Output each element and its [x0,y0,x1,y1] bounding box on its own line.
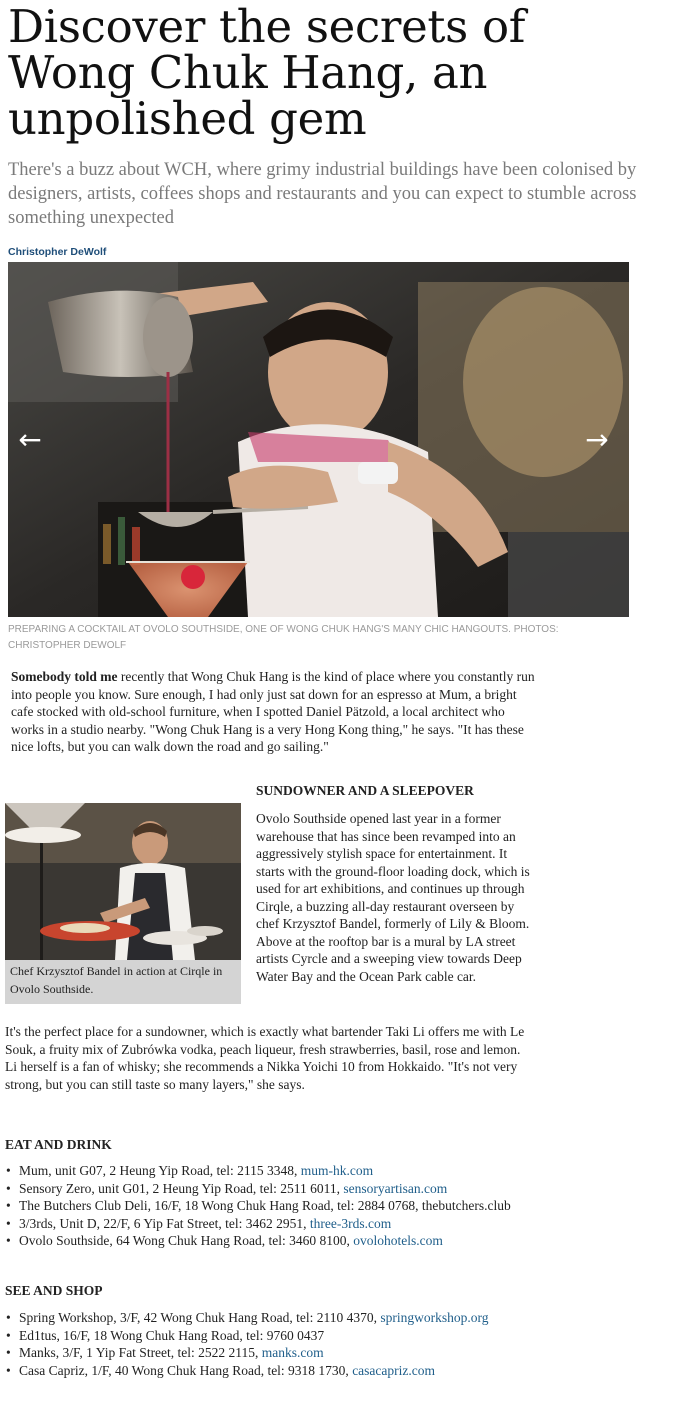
paragraph-intro [11,668,536,756]
list-item-text: Ed1tus, 16/F, 18 Wong Chuk Hang Road, tel: 9760 0437 [19,1327,325,1343]
list-item-link[interactable]: manks.com [261,1345,324,1360]
hero-caption: PREPARING A COCKTAIL AT OVOLO SOUTHSIDE, ONE OF WONG CHUK HANG'S MANY CHIC HANGOUTS. PHOTOS: CHRISTOPHER DEWOLF [8,624,559,651]
section-heading-see-shop: SEE AND SHOP [5,1283,103,1298]
chef-photo [5,803,241,960]
author-byline[interactable]: Christopher DeWolf [8,246,107,258]
list-item [5,1327,525,1345]
gallery-prev-button[interactable] [12,422,48,458]
inset-caption: Chef Krzysztof Bandel in action at Cirqle in Ovolo Southside. [10,964,223,996]
list-item [5,1344,525,1362]
article-title: Discover the secrets of Wong Chuk Hang, an unpolished gem [8,0,526,145]
list-item [5,1362,525,1380]
article-subtitle: There's a buzz about WCH, where grimy industrial buildings have been colonised by designers, artists, coffees shops and restaurants and you can expect to stumble across something unexpected [8,160,637,228]
list-item-link[interactable]: casacapriz.com [352,1362,436,1378]
right-arrow-icon: → [585,423,609,456]
hero-image-gallery [8,262,629,617]
list-item-text: 3/3rds, Unit D, 22/F, 6 Yip Fat Street, tel: 3462 2951, [19,1215,310,1231]
list-item-link[interactable]: three-3rds.com [309,1215,392,1231]
list-item-link[interactable]: ovolohotels.com [353,1233,443,1248]
list-item-link[interactable]: sensoryartisan.com [343,1180,448,1196]
left-arrow-icon: ← [18,423,42,456]
hero-photo [8,262,629,617]
list-item [5,1162,525,1180]
intro-text: recently that Wong Chuk Hang is the kind of place where you constantly run into people you know. Sure enough, I had only just sat down for an espresso at Mum, a bright cafe stocked with old-school furniture, when I spotted Daniel Pätzold, a local architect who works in a studio nearby. "Wong Chuk Hang is a very Hong Kong thing," he says. "It has these nice lofts, but you can walk down the road and go sailing." [11,669,535,754]
list-item-text: Mum, unit G07, 2 Heung Yip Road, tel: 2115 3348, [19,1163,301,1178]
paragraph-sundowner: It's the perfect place for a sundowner, which is exactly what bartender Taki Li offers me with Le Souk, a fruity mix of Zubrówka vodka, peach liqueur, fresh strawberries, basil, rose and lemon. Li herself is a fan of whisky; she recommends a Nikka Yoichi 10 from Hokkaido. "It's not very strong, but you can still taste so many layers," she says. [5,1024,525,1092]
section-heading-eat-drink: EAT AND DRINK [5,1137,112,1152]
section-heading-sundowner: SUNDOWNER AND A SLEEPOVER [256,783,474,798]
see-shop-list [5,1309,525,1379]
list-item-text: Manks, 3/F, 1 Yip Fat Street, tel: 2522 2115, [19,1345,262,1360]
list-item-link[interactable]: springworkshop.org [380,1310,489,1325]
list-item [5,1180,525,1198]
list-item [5,1309,525,1327]
paragraph-ovolo: Ovolo Southside opened last year in a former warehouse that has since been revamped into an aggressively stylish space for entertainment. It starts with the ground-floor loading dock, which is used for art exhibitions, and continues up through Cirqle, a buzzing all-day restaurant overseen by chef Krzysztof Bandel, formerly of Lily & Bloom. Above at the rooftop bar is a mural by LA street artists Cyrcle and a sweeping view towards Deep Water Bay and the Ocean Park cable car. [256,811,530,984]
inset-photo [5,803,241,960]
list-item [5,1197,525,1215]
list-item-text: Sensory Zero, unit G01, 2 Heung Yip Road, tel: 2511 6011, [19,1180,344,1196]
list-item-link[interactable]: mum-hk.com [300,1163,374,1178]
list-item [5,1232,525,1250]
gallery-next-button[interactable] [579,422,615,458]
list-item-text: Ovolo Southside, 64 Wong Chuk Hang Road, tel: 3460 8100, [19,1233,354,1248]
list-item-text: The Butchers Club Deli, 16/F, 18 Wong Chuk Hang Road, tel: 2884 0768, thebutchers.club [19,1198,511,1213]
list-item-text: Casa Capriz, 1/F, 40 Wong Chuk Hang Road, tel: 9318 1730, [19,1362,353,1378]
list-item-text: Spring Workshop, 3/F, 42 Wong Chuk Hang Road, tel: 2110 4370, [19,1310,381,1325]
list-item [5,1215,525,1233]
lead-in: Somebody told me [11,669,118,684]
eat-drink-list [5,1162,525,1250]
